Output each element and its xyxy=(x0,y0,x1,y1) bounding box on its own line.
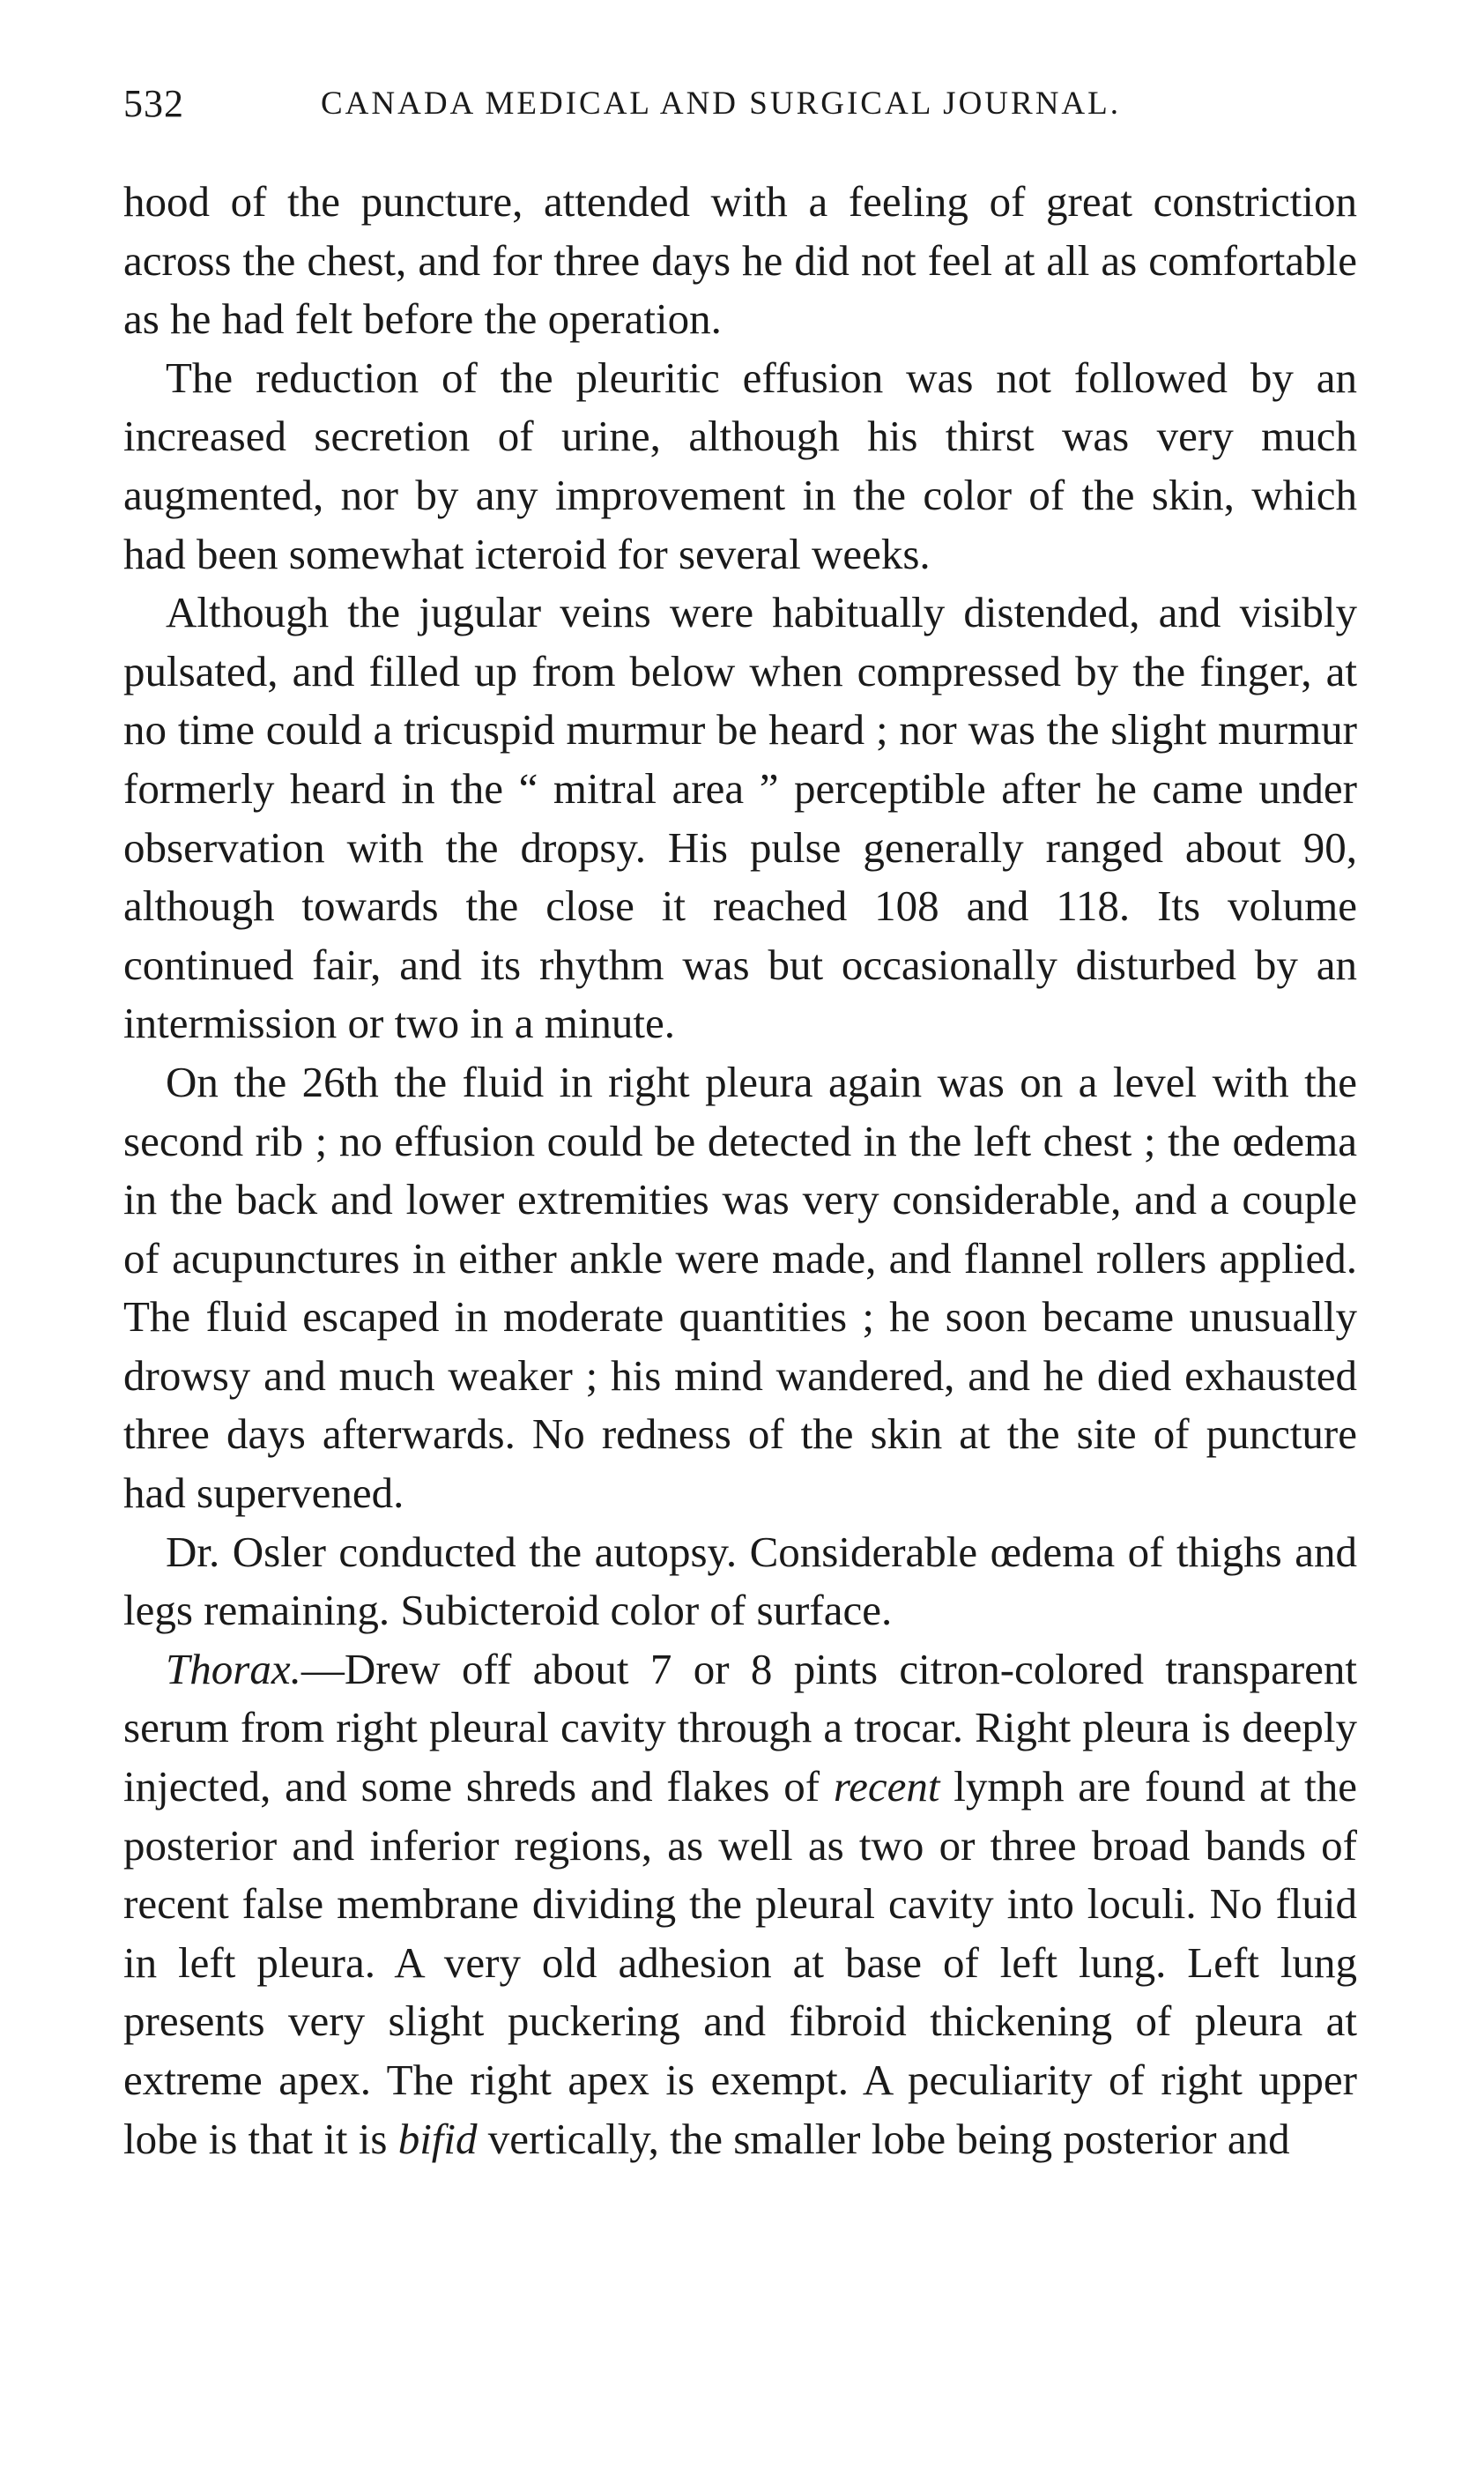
paragraph-jugular-veins: Although the jugular veins were habitually distended, and visibly pulsated, and filled up from below when compressed by the finger, at no time could a tricuspid murmur be heard ; nor was the slight murmur formerly heard in the “ mitral area ” perceptible after he came under observation with the dropsy. His pulse generally ranged about 90, although towards the close it reached 108 and 118. Its volume continued fair, and its rhythm was but occasionally disturbed by an intermission or two in a minute. xyxy=(123,588,1357,1048)
article-body xyxy=(123,173,1357,2168)
paragraph-26th-fluid: On the 26th the fluid in right pleura again was on a level with the second rib ; no effusion could be detected in the left chest ; the œdema in the back and lower extremities was very considerable, and a couple of acupunctures in either ankle were made, and flannel rollers applied. The fluid escaped in moderate quantities ; he soon became unusually drowsy and much weaker ; his mind wandered, and he died exhausted three days afterwards. No redness of the skin at the site of puncture had supervened. xyxy=(123,1057,1357,1518)
thorax-label: Thorax. xyxy=(166,1644,301,1693)
paragraph-thorax xyxy=(123,1640,1357,2168)
paragraph-autopsy: Dr. Osler conducted the autopsy. Considerable œdema of thighs and legs remaining. Subicteroid color of surface. xyxy=(123,1527,1357,1635)
thorax-text-part-2: lymph are found at the posterior and inferior regions, as well as two or three broad bands of recent false membrane dividing the pleural cavity into loculi. No fluid in left pleura. A very old adhesion at base of left lung. Left lung presents very slight puckering and fibroid thickening of pleura at extreme apex. The right apex is exempt. A peculiarity of right upper lobe is that it is xyxy=(123,1762,1357,2163)
paragraph-continued: hood of the puncture, attended with a feeling of great constriction across the chest, and for three days he did not feel at all as comfortable as he had felt before the operation. xyxy=(123,177,1357,344)
page-number: 532 xyxy=(123,82,184,125)
running-title: CANADA MEDICAL AND SURGICAL JOURNAL. xyxy=(321,86,1121,122)
paragraph-urine-secretion: The reduction of the pleuritic effusion was not followed by an increased secretion of urine, although his thirst was very much augmented, nor by any improvement in the color of the skin, which had been somewhat icteroid for several weeks. xyxy=(123,353,1357,578)
thorax-text-part-3: vertically, the smaller lobe being posterior and xyxy=(477,2114,1290,2163)
emphasis-recent: recent xyxy=(833,1762,940,1811)
thorax-text-part-1: —Drew off about 7 or 8 pints citron-colored transparent serum from right pleural cavity through a trocar. Right pleura is deeply injected, and some shreds and flakes of xyxy=(123,1644,1357,1811)
page-header xyxy=(123,78,1357,130)
emphasis-bifid: bifid xyxy=(397,2114,478,2163)
